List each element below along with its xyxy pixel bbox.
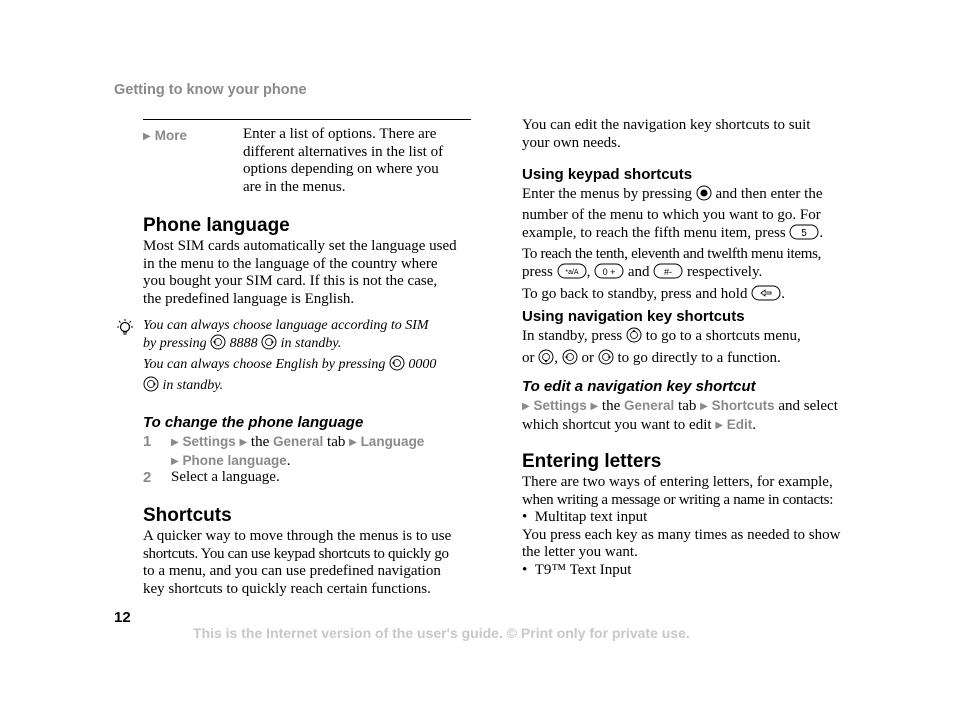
triangle-icon: ▶ <box>171 455 179 467</box>
triangle-icon: ▶ <box>143 131 151 142</box>
edit-shortcut-heading: To edit a navigation key shortcut <box>522 378 756 395</box>
nav-left-key-icon <box>389 355 405 376</box>
entering-letters-body: There are two ways of entering letters, for example, when writing a message or writing a name in contacts: • Multitap text input You press each key as many times as needed to show the letter you want. • T9™ Text Input <box>522 474 867 579</box>
triangle-icon: ▶ <box>239 437 248 448</box>
step-2-number: 2 <box>143 469 152 486</box>
page-number: 12 <box>114 609 131 626</box>
list-item: • Multitap text input <box>522 509 648 525</box>
select-key-icon <box>696 185 712 207</box>
hash-key-icon <box>653 263 683 285</box>
triangle-icon: ▶ <box>171 437 179 448</box>
triangle-icon: ▶ <box>700 401 708 412</box>
shortcuts-body: A quicker way to move through the menus is to use shortcuts. You can use keypad shortcuts to quickly go to a menu, and you can use predefined navigation key shortcuts to quickly reach certain functions. <box>143 528 452 597</box>
nav-shortcuts-heading: Using navigation key shortcuts <box>522 308 745 325</box>
star-key-icon <box>557 263 587 285</box>
svg-text:5: 5 <box>801 228 808 239</box>
svg-text:#-: #- <box>664 267 673 277</box>
zero-key-icon <box>594 263 624 285</box>
step-2-text: Select a language. <box>171 469 280 485</box>
nav-right-key-icon <box>143 376 159 397</box>
table-rule <box>143 119 471 120</box>
entering-letters-heading: Entering letters <box>522 451 662 472</box>
key-5-icon <box>789 224 819 246</box>
phone-language-body: Most SIM cards automatically set the language used in the menu to the language of the country where you bought your SIM card. If this is not the case, the predefined language is English. <box>143 238 457 307</box>
phone-language-heading: Phone language <box>143 215 290 236</box>
triangle-icon: ▶ <box>522 401 530 412</box>
nav-left-key-icon <box>562 349 578 371</box>
tip-text: You can always choose language according to SIM by pressing 8888 in standby. You can always choose English by pressing 0000 in standby. <box>143 317 473 397</box>
back-key-icon <box>751 285 781 307</box>
shortcuts-heading: Shortcuts <box>143 505 232 526</box>
svg-text:*a/A: *a/A <box>564 269 579 276</box>
intro-text: You can edit the navigation key shortcuts to suit your own needs. <box>522 117 811 151</box>
running-header: Getting to know your phone <box>114 82 307 98</box>
tip-icon <box>115 318 135 340</box>
triangle-icon: ▶ <box>590 401 599 412</box>
step-1-text: ▶ Settings ▶ the General tab ▶ Language ▶ Phone language. <box>171 434 425 469</box>
more-menu-label: ▶ More <box>143 128 187 143</box>
svg-text:0 +: 0 + <box>602 267 616 277</box>
change-language-heading: To change the phone language <box>143 414 364 431</box>
more-description: Enter a list of options. There are different alternatives in the list of options depending on where you are in the menus. <box>243 126 444 195</box>
bullet: • <box>522 561 528 578</box>
triangle-icon: ▶ <box>715 419 724 431</box>
nav-right-key-icon <box>598 349 614 371</box>
edit-shortcut-body: ▶ Settings ▶ the General tab ▶ Shortcuts and select which shortcut you want to edit ▶ Edit. <box>522 398 838 433</box>
keypad-shortcuts-body: Enter the menus by pressing and then enter the number of the menu to which you want to go. For example, to reach the fifth menu item, press 5 . To reach the tenth, eleventh and twelfth menu items, press *a/A , 0 + and #- respectively. To go back to standby, press and hold . <box>522 185 867 306</box>
nav-shortcuts-body: In standby, press to go to a shortcuts menu, or , or to go directly to a function. <box>522 327 867 370</box>
nav-left-key-icon <box>210 334 226 355</box>
step-1-number: 1 <box>143 433 152 450</box>
footer-notice: This is the Internet version of the user's guide. © Print only for private use. <box>193 625 690 641</box>
triangle-icon: ▶ <box>349 437 357 448</box>
nav-down-key-icon <box>538 349 554 371</box>
nav-right-key-icon <box>261 334 277 355</box>
nav-up-key-icon <box>626 327 642 349</box>
list-item: • T9™ Text Input <box>522 561 632 578</box>
bullet: • <box>522 509 528 525</box>
keypad-shortcuts-heading: Using keypad shortcuts <box>522 166 693 183</box>
